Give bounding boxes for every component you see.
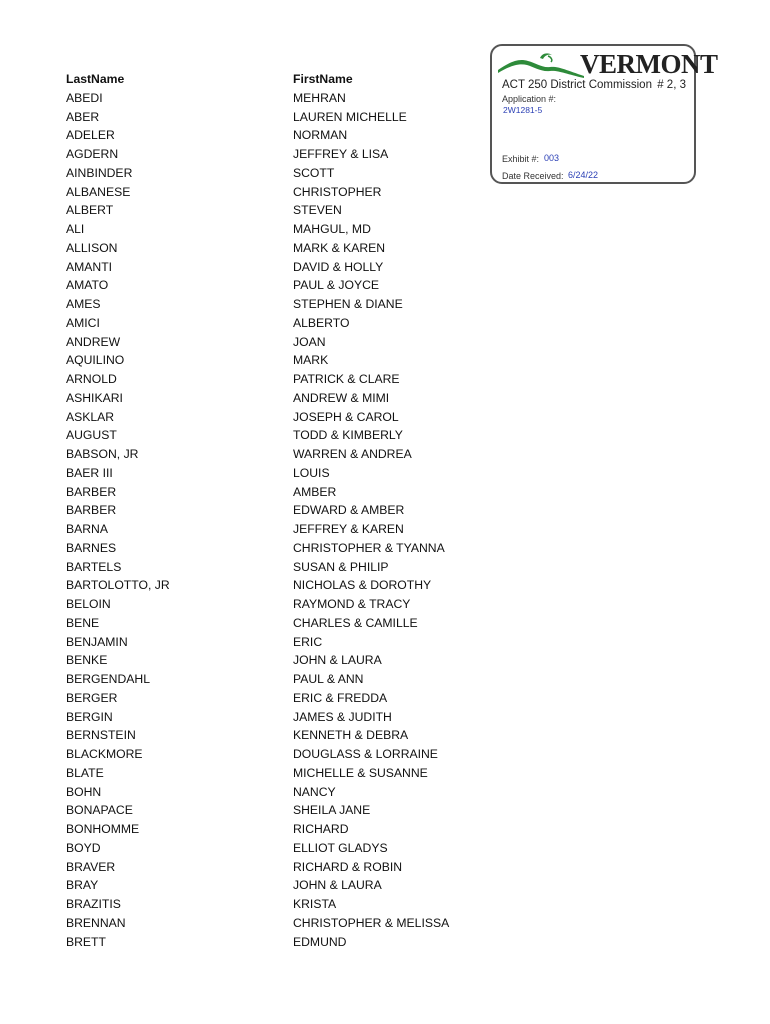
first-name-cell: NORMAN [293, 128, 348, 143]
first-name-cell: ANDREW & MIMI [293, 390, 390, 405]
last-name-cell: AUGUST [66, 428, 117, 443]
first-name-cell: CHRISTOPHER & MELISSA [293, 915, 450, 930]
first-name-cell: EDMUND [293, 934, 347, 949]
last-name-cell: ALLISON [66, 240, 118, 255]
last-name-cell: BABSON, JR [66, 447, 139, 461]
last-name-cell: BERGENDAHL [66, 672, 150, 686]
last-name-cell: BENKE [66, 653, 108, 668]
first-name-cell: LAUREN MICHELLE [293, 109, 407, 124]
last-name-cell: BRAY [66, 878, 99, 893]
last-name-cell: ASKLAR [66, 409, 115, 424]
first-name-cell: RICHARD & ROBIN [293, 859, 403, 874]
application-label: Application #: [502, 94, 557, 104]
first-name-cell: RICHARD [293, 822, 349, 836]
last-name-cell: BONHOMME [66, 822, 140, 836]
first-name-cell: MICHELLE & SUSANNE [293, 765, 428, 780]
last-name-cell: AINBINDER [66, 165, 133, 180]
last-name-cell: ANDREW [66, 334, 121, 349]
last-name-cell: ABEDI [66, 90, 103, 105]
first-name-cell: JOAN [293, 334, 326, 349]
first-name-cell: DOUGLASS & LORRAINE [293, 747, 438, 761]
last-name-cell: BRAZITIS [66, 897, 121, 911]
last-name-cell: AMANTI [66, 259, 113, 274]
last-name-cell: BARTELS [66, 559, 122, 574]
vermont-mountain-logo-icon [496, 48, 586, 80]
first-name-cell: ALBERTO [293, 315, 350, 330]
date-received-value: 6/24/22 [568, 170, 599, 180]
last-name-cell: AMES [66, 297, 101, 311]
lastname-column-header: LastName [66, 72, 125, 86]
application-number: 2W1281-5 [503, 105, 543, 115]
firstname-column-header: FirstName [293, 72, 353, 86]
last-name-cell: BENJAMIN [66, 634, 128, 649]
last-name-cell: ALBERT [66, 203, 114, 218]
last-name-cell: BERNSTEIN [66, 728, 136, 743]
last-name-cell: BRETT [66, 934, 106, 949]
last-name-cell: BERGER [66, 690, 118, 705]
last-name-cell: BARBER [66, 484, 117, 499]
first-name-cell: ERIC [293, 634, 323, 649]
first-name-cell: MARK [293, 353, 329, 368]
last-name-cell: BOYD [66, 840, 101, 855]
last-name-cell: BARNA [66, 522, 108, 536]
first-name-cell: JAMES & JUDITH [293, 709, 392, 724]
first-name-cell: STEVEN [293, 203, 342, 218]
first-name-cell: SUSAN & PHILIP [293, 559, 389, 574]
first-name-cell: AMBER [293, 484, 337, 499]
last-name-cell: BARTOLOTTO, JR [66, 578, 170, 593]
first-name-cell: WARREN & ANDREA [293, 447, 412, 461]
last-name-cell: BLACKMORE [66, 747, 143, 761]
exhibit-number: 003 [544, 153, 560, 163]
last-name-cell: ABER [66, 109, 100, 124]
first-name-cell: KENNETH & DEBRA [293, 728, 409, 743]
first-name-cell: NANCY [293, 784, 336, 799]
first-name-cell: PATRICK & CLARE [293, 372, 400, 386]
first-name-cell: EDWARD & AMBER [293, 503, 405, 518]
handwritten-numbers: # 2, 3 [657, 79, 686, 91]
first-name-cell: MAHGUL, MD [293, 222, 371, 236]
commission-label: ACT 250 District Commission [502, 79, 652, 91]
first-name-cell: SHEILA JANE [293, 803, 371, 818]
last-name-cell: AMICI [66, 315, 100, 330]
first-name-cell: LOUIS [293, 465, 330, 480]
first-name-cell: MARK & KAREN [293, 240, 386, 255]
first-name-cell: ERIC & FREDDA [293, 690, 388, 705]
first-name-cell: CHARLES & CAMILLE [293, 615, 418, 630]
first-name-cell: CHRISTOPHER & TYANNA [293, 540, 445, 555]
vermont-logo-text: VERMONT [580, 49, 718, 79]
last-name-cell: BRAVER [66, 859, 116, 874]
exhibit-label: Exhibit #: [502, 154, 540, 164]
first-name-cell: ELLIOT GLADYS [293, 840, 388, 855]
first-name-cell: JEFFREY & LISA [293, 147, 389, 161]
last-name-cell: BERGIN [66, 709, 113, 724]
first-name-cell: JOHN & LAURA [293, 653, 382, 668]
last-name-cell: AMATO [66, 278, 109, 293]
first-name-cell: JOSEPH & CAROL [293, 409, 399, 424]
last-name-cell: BLATE [66, 765, 104, 780]
last-name-cell: BARNES [66, 540, 117, 555]
first-name-cell: JEFFREY & KAREN [293, 522, 404, 536]
first-name-cell: CHRISTOPHER [293, 184, 382, 199]
date-received-label: Date Received: [502, 171, 564, 181]
first-name-cell: PAUL & JOYCE [293, 278, 380, 293]
first-name-cell: JOHN & LAURA [293, 878, 382, 893]
last-name-cell: ADELER [66, 128, 115, 143]
exhibit-stamp [490, 44, 718, 184]
last-name-cell: BAER III [66, 465, 113, 480]
last-name-cell: BELOIN [66, 597, 111, 611]
first-name-cell: STEPHEN & DIANE [293, 297, 403, 311]
last-name-cell: BARBER [66, 503, 117, 518]
last-name-cell: ALBANESE [66, 184, 131, 199]
last-name-cell: ASHIKARI [66, 390, 123, 405]
last-name-cell: ALI [66, 222, 85, 236]
first-name-cell: RAYMOND & TRACY [293, 597, 411, 611]
last-name-cell: BONAPACE [66, 803, 133, 818]
first-name-cell: PAUL & ANN [293, 672, 364, 686]
first-name-cell: TODD & KIMBERLY [293, 428, 403, 443]
first-name-cell: SCOTT [293, 165, 335, 180]
last-name-cell: BRENNAN [66, 915, 126, 930]
first-name-cell: MEHRAN [293, 90, 346, 105]
last-name-cell: AGDERN [66, 147, 119, 161]
first-name-cell: KRISTA [293, 897, 337, 911]
last-name-cell: BOHN [66, 784, 102, 799]
last-name-cell: AQUILINO [66, 353, 125, 368]
first-name-cell: NICHOLAS & DOROTHY [293, 578, 432, 593]
last-name-cell: BENE [66, 615, 100, 630]
first-name-cell: DAVID & HOLLY [293, 259, 384, 274]
last-name-cell: ARNOLD [66, 372, 117, 386]
